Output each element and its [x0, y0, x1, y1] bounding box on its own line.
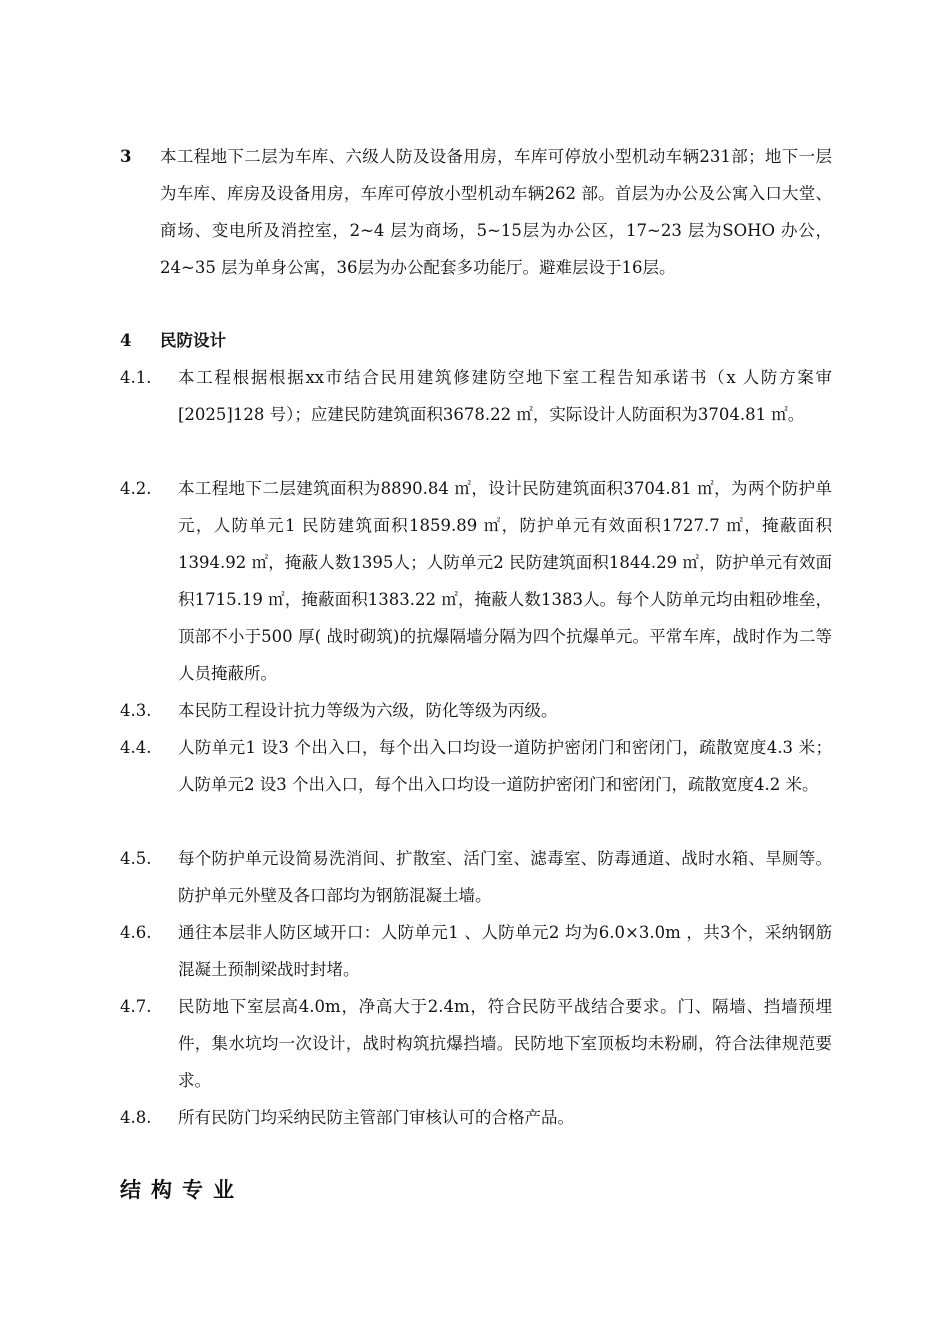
list-item-number: 4.7. [120, 997, 152, 1016]
list-item-text: 本民防工程设计抗力等级为六级，防化等级为丙级。 [178, 701, 558, 720]
list-item-text: 所有民防门均采纳民防主管部门审核认可的合格产品。 [178, 1108, 574, 1127]
list-item-number: 4.5. [120, 849, 152, 868]
list-item-number: 4.4. [120, 738, 152, 757]
list-item-number: 4.3. [120, 701, 152, 720]
section-4-title: 民防设计 [160, 331, 226, 350]
section-4-heading [120, 322, 832, 359]
list-item-text: 本工程地下二层建筑面积为8890.84 ㎡，设计民防建筑面积3704.81 ㎡，为两个防护单元，人防单元1 民防建筑面积1859.89 ㎡，防护单元有效面积1727.7 ㎡，掩蔽面积1394.92 ㎡，掩蔽人数1395人；人防单元2 民防建筑面积1844.29 ㎡，防护单元有效面积1715.19 ㎡，掩蔽面积1383.22 ㎡，掩蔽人数1383人。每个人防单元均由粗砂堆垒，顶部不小于500 厚( 战时砌筑)的抗爆隔墙分隔为四个抗爆单元。平常车库，战时作为二等人员掩蔽所。 [178, 479, 832, 683]
list-item-text: 民防地下室层高4.0m，净高大于2.4m，符合民防平战结合要求。门、隔墙、挡墙预埋件，集水坑均一次设计，战时构筑抗爆挡墙。民防地下室顶板均未粉刷，符合法律规范要求。 [178, 997, 832, 1090]
list-item-number: 4.2. [120, 479, 152, 498]
list-item-text: 通往本层非人防区域开口：人防单元1 、人防单元2 均为6.0×3.0m ，共3个，采纳钢筋混凝土预制梁战时封堵。 [178, 923, 832, 979]
section-3-text: 本工程地下二层为车库、六级人防及设备用房，车库可停放小型机动车辆231部；地下一层为车库、库房及设备用房，车库可停放小型机动车辆262 部。首层为办公及公寓入口大堂、商场、变电所及消控室，2~4 层为商场，5~15层为办公区，17~23 层为SOHO 办公，24~35 层为单身公寓，36层为办公配套多功能厅。避难层设于16层。 [160, 147, 832, 277]
list-item-4-7 [120, 988, 832, 1099]
list-item-number: 4.1. [120, 368, 152, 387]
section-3 [120, 138, 832, 286]
list-item-number: 4.6. [120, 923, 152, 942]
section-3-number: 3 [120, 147, 132, 166]
list-item-4-2 [120, 470, 832, 692]
list-item-4-1 [120, 359, 832, 433]
list-item-4-8 [120, 1099, 832, 1136]
list-item-4-5 [120, 840, 832, 914]
list-item-text: 每个防护单元设简易洗消间、扩散室、活门室、滤毒室、防毒通道、战时水箱、旱厕等。防护单元外壁及各口部均为钢筋混凝土墙。 [178, 849, 832, 905]
list-item-4-3 [120, 692, 832, 729]
list-item-text: 人防单元1 设3 个出入口，每个出入口均设一道防护密闭门和密闭门，疏散宽度4.3 米；人防单元2 设3 个出入口，每个出入口均设一道防护密闭门和密闭门，疏散宽度4.2 米。 [178, 738, 832, 794]
section-4-number: 4 [120, 331, 132, 350]
list-item-4-6 [120, 914, 832, 988]
list-item-number: 4.8. [120, 1108, 152, 1127]
list-item-4-4 [120, 729, 832, 803]
list-item-text: 本工程根据根据xx市结合民用建筑修建防空地下室工程告知承诺书（x 人防方案审[2025]128 号）；应建民防建筑面积3678.22 ㎡，实际设计人防面积为3704.81 ㎡。 [178, 368, 832, 424]
structure-section-heading: 结构专业 [120, 1178, 244, 1202]
